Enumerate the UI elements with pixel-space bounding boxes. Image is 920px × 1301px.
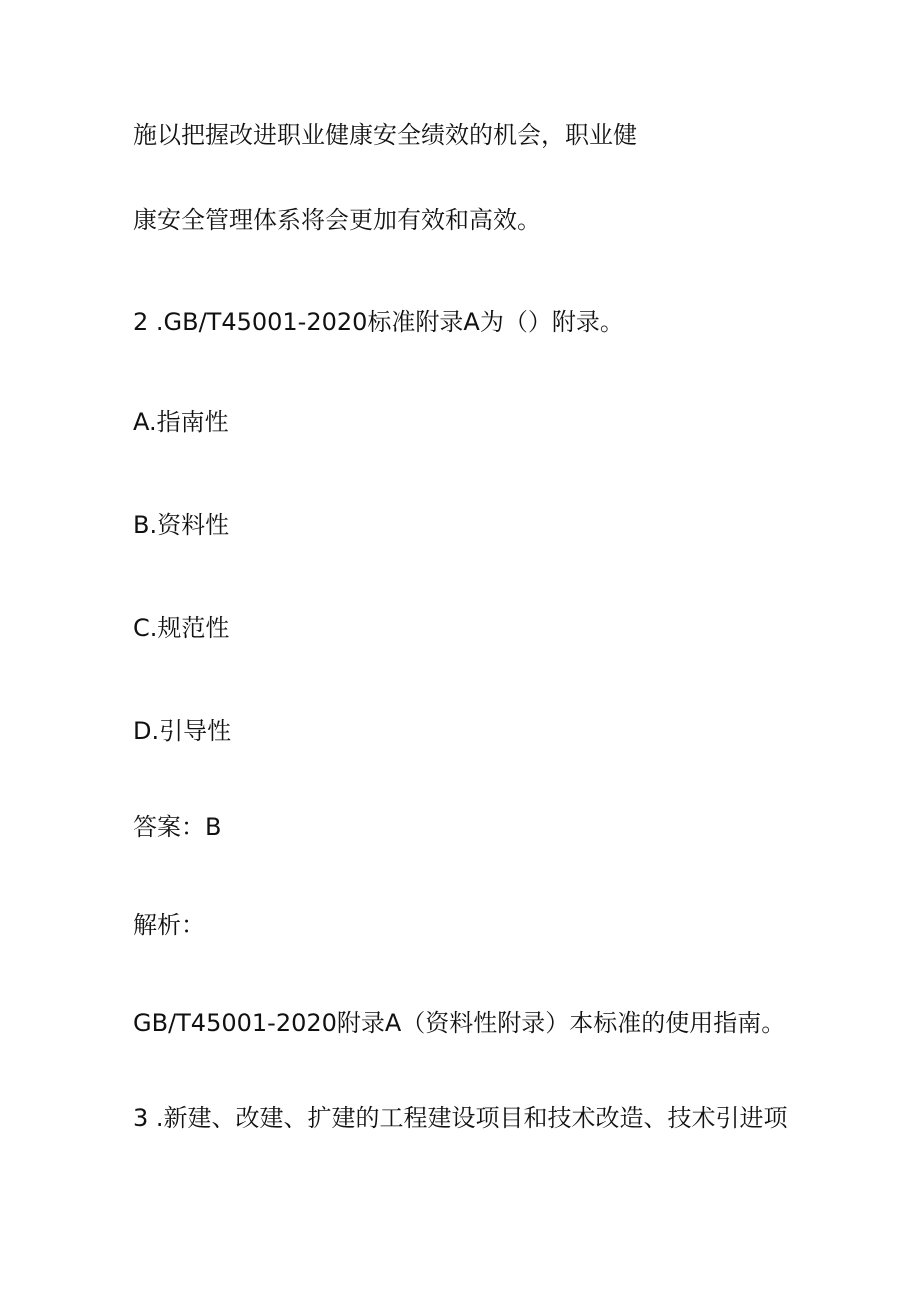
question-text: 3 .新建、改建、扩建的工程建设项目和技术改造、技术引进项 bbox=[133, 1104, 788, 1132]
answer-line: 答案：B bbox=[133, 813, 222, 841]
question-text: 2 .GB/T45001-2020标准附录A为（）附录。 bbox=[133, 308, 624, 336]
paragraph-line: 施以把握改进职业健康安全绩效的机会，职业健 bbox=[133, 121, 637, 149]
analysis-text: GB/T45001-2020附录A（资料性附录）本标准的使用指南。 bbox=[133, 1009, 786, 1037]
option-d: D.引导性 bbox=[133, 717, 232, 745]
paragraph-line: 康安全管理体系将会更加有效和高效。 bbox=[133, 206, 541, 234]
option-b: B.资料性 bbox=[133, 511, 230, 539]
option-a: A.指南性 bbox=[133, 408, 229, 436]
option-c: C.规范性 bbox=[133, 614, 230, 642]
analysis-heading: 解析： bbox=[133, 911, 205, 939]
